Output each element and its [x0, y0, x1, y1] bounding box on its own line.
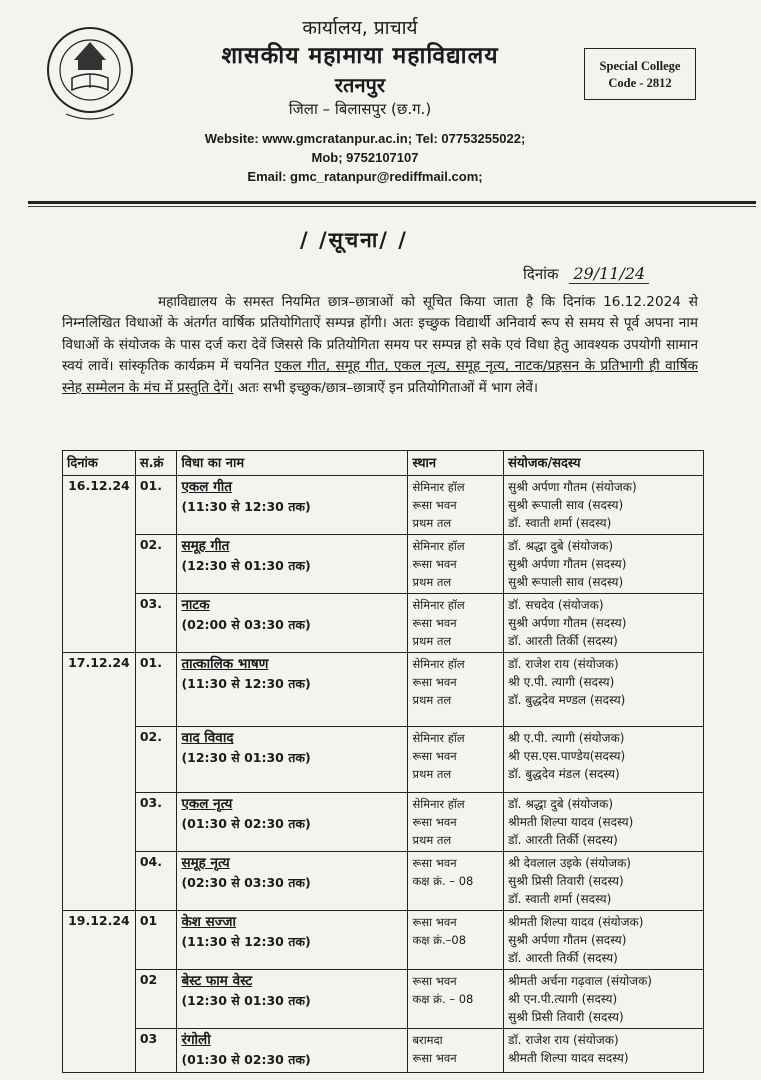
- coordinator-line: सुश्री अर्पणा गौतम (सदस्य): [508, 616, 627, 630]
- event-time: (12:30 से 01:30 तक): [181, 750, 311, 765]
- coordinator-line: श्री ए.पी. त्यागी (सदस्य): [508, 675, 615, 689]
- place-line: रूसा भवन: [412, 557, 457, 571]
- coordinator-line: सुश्री अर्पणा गौतम (सदस्य): [508, 933, 627, 947]
- place-line: रूसा भवन: [412, 974, 457, 988]
- event-name: समूह नृत्य: [181, 855, 230, 871]
- place-line: प्रथम तल: [412, 575, 452, 589]
- header-place: स्थान: [408, 451, 504, 476]
- table-body: [63, 476, 704, 1073]
- header-coordinator: संयोजक/सदस्य: [504, 451, 704, 476]
- event-time: (12:30 से 01:30 तक): [181, 558, 311, 573]
- event-time: (11:30 से 12:30 तक): [181, 934, 311, 949]
- event-name: रंगोली: [181, 1032, 211, 1048]
- coordinator-line: सुश्री अर्पणा गौतम (सदस्य): [508, 557, 627, 571]
- college-header: [150, 14, 570, 120]
- place-line: प्रथम तल: [412, 516, 452, 530]
- email-line: Email: gmc_ratanpur@rediffmail.com;: [247, 169, 483, 184]
- coordinator-line: सुश्री प्रिसी तिवारी (सदस्य): [508, 1010, 624, 1024]
- table-row: [63, 793, 704, 852]
- place-cell: [408, 852, 504, 911]
- coordinator-cell: [504, 911, 704, 970]
- event-name: समूह गीत: [181, 538, 230, 554]
- place-line: प्रथम तल: [412, 767, 452, 781]
- college-code-box: [584, 48, 696, 100]
- coordinator-line: डॉ. आरती तिर्की (सदस्य): [508, 634, 618, 648]
- paragraph-text: महाविद्यालय के समस्त नियमित छात्र–छात्राओं को सूचित किया जाता है कि दिनांक 16.12.2024 से निम्नलिखित विधाओं के अंतर्गत वार्षिक प्रतियोगिताऐं सम्पन्न होंगी। अतः इच्छुक विद्यार्थी अनिवार्य रूप से समय से पूर्व अपना नाम विधाओं के संयोजक के पास दर्ज करा देवें जिससे कि प्रतियोगिता समय पर सम्पन्न हो सके एवं विधा हेतु आवश्यक उपयोगी सामान स्वयं लावें। सांस्कृतिक कार्यक्रम में चयनित: [62, 294, 698, 375]
- event-time: (12:30 से 01:30 तक): [181, 993, 311, 1008]
- event-name: तात्कालिक भाषण: [181, 656, 269, 672]
- table-row: [63, 911, 704, 970]
- competition-schedule-table: [62, 450, 704, 1073]
- event-cell: [177, 653, 408, 727]
- header-divider-thin: [28, 206, 756, 207]
- date-cell: 19.12.24: [63, 911, 136, 1073]
- place-line: प्रथम तल: [412, 693, 452, 707]
- coordinator-line: सुश्री प्रिसी तिवारी (सदस्य): [508, 874, 624, 888]
- serial-cell: 01.: [135, 653, 177, 727]
- coordinator-cell: [504, 793, 704, 852]
- paragraph-text-end: अतः सभी इच्छुक/छात्र–छात्राऐं इन प्रतियोगिताओं में भाग लेवें।: [233, 379, 539, 396]
- coordinator-line: श्रीमती अर्चना गढ़वाल (संयोजक): [508, 974, 652, 988]
- event-time: (02:00 से 03:30 तक): [181, 617, 311, 632]
- place-cell: [408, 476, 504, 535]
- event-time: (01:30 से 02:30 तक): [181, 1052, 311, 1067]
- coordinator-line: श्री ए.पी. त्यागी (संयोजक): [508, 731, 625, 745]
- table-row: [63, 476, 704, 535]
- date-value: 29/11/24: [569, 264, 649, 284]
- table-row: [63, 1029, 704, 1073]
- coordinator-cell: [504, 535, 704, 594]
- coordinator-cell: [504, 476, 704, 535]
- table-row: [63, 535, 704, 594]
- place-line: रूसा भवन: [412, 498, 457, 512]
- header-event: विधा का नाम: [177, 451, 408, 476]
- coordinator-line: डॉ. सचदेव (संयोजक): [508, 598, 604, 612]
- notice-title: / /सूचना/ /: [300, 228, 408, 252]
- coordinator-cell: [504, 852, 704, 911]
- coordinator-line: श्रीमती शिल्पा यादव (सदस्य): [508, 815, 634, 829]
- place-line: सेमिनार हॉल: [412, 539, 465, 553]
- event-cell: [177, 793, 408, 852]
- header-serial: स.क्रं: [135, 451, 177, 476]
- coordinator-line: सुश्री रूपाली साव (सदस्य): [508, 498, 624, 512]
- table-row: [63, 727, 704, 793]
- event-cell: [177, 535, 408, 594]
- serial-cell: 03: [135, 1029, 177, 1073]
- coordinator-cell: [504, 594, 704, 653]
- coordinator-line: डॉ. राजेश राय (संयोजक): [508, 1033, 619, 1047]
- place-cell: [408, 535, 504, 594]
- place-line: सेमिनार हॉल: [412, 731, 465, 745]
- place-line: रूसा भवन: [412, 749, 457, 763]
- event-cell: [177, 911, 408, 970]
- place-cell: [408, 727, 504, 793]
- coordinator-cell: [504, 727, 704, 793]
- event-cell: [177, 852, 408, 911]
- place-line: सेमिनार हॉल: [412, 480, 465, 494]
- college-seal-icon: [44, 20, 136, 128]
- district-line: जिला – बिलासपुर (छ.ग.): [288, 100, 432, 118]
- serial-cell: 02: [135, 970, 177, 1029]
- header-divider: [28, 201, 756, 204]
- coordinator-line: डॉ. आरती तिर्की (सदस्य): [508, 951, 618, 965]
- event-name: वाद विवाद: [181, 730, 234, 746]
- serial-cell: 03.: [135, 793, 177, 852]
- paragraph-underlined-text: एकल गीत, समूह गीत, एकल नृत्य, समूह नृत्य, नाटक/प्रहसन के प्रतिभागी ही वार्षिक स्नेह सम्मेलन के मंच में प्रस्तुति देगें।: [62, 358, 698, 396]
- event-name: बेस्ट फाम वेस्ट: [181, 973, 253, 989]
- coordinator-cell: [504, 653, 704, 727]
- coordinator-line: श्री देवलाल उइके (संयोजक): [508, 856, 631, 870]
- table-header-row: [63, 451, 704, 476]
- office-label: कार्यालय, प्राचार्य: [302, 17, 418, 39]
- place-line: रूसा भवन: [412, 856, 457, 870]
- event-cell: [177, 1029, 408, 1073]
- notice-date: [523, 264, 649, 284]
- event-time: (01:30 से 02:30 तक): [181, 816, 311, 831]
- mobile-line: Mob; 9752107107: [311, 150, 419, 165]
- place-line: कक्ष क्रं. – 08: [412, 992, 474, 1006]
- coordinator-line: डॉ. राजेश राय (संयोजक): [508, 657, 619, 671]
- serial-cell: 03.: [135, 594, 177, 653]
- header-date: दिनांक: [63, 451, 136, 476]
- coordinator-line: डॉ. स्वाती शर्मा (सदस्य): [508, 516, 612, 530]
- place-line: कक्ष क्रं. – 08: [412, 874, 474, 888]
- table-row: [63, 594, 704, 653]
- place-cell: [408, 594, 504, 653]
- place-line: सेमिनार हॉल: [412, 598, 465, 612]
- code-line-2: Code - 2812: [608, 76, 672, 90]
- coordinator-cell: [504, 970, 704, 1029]
- event-time: (11:30 से 12:30 तक): [181, 499, 311, 514]
- table-row: [63, 970, 704, 1029]
- place-line: रूसा भवन: [412, 675, 457, 689]
- event-name: नाटक: [181, 597, 210, 613]
- coordinator-line: डॉ. आरती तिर्की (सदस्य): [508, 833, 618, 847]
- coordinator-line: डॉ. श्रद्धा दुबे (संयोजक): [508, 539, 614, 553]
- event-time: (02:30 से 03:30 तक): [181, 875, 311, 890]
- event-cell: [177, 476, 408, 535]
- place-line: सेमिनार हॉल: [412, 797, 465, 811]
- place-line: सेमिनार हॉल: [412, 657, 465, 671]
- place-cell: [408, 970, 504, 1029]
- event-cell: [177, 727, 408, 793]
- place-cell: [408, 793, 504, 852]
- place-line: रूसा भवन: [412, 616, 457, 630]
- college-name: शासकीय महामाया महाविद्यालय: [221, 43, 499, 69]
- coordinator-line: डॉ. बुद्धदेव मंडल (सदस्य): [508, 767, 620, 781]
- coordinator-line: श्री एस.एस.पाण्डेय(सदस्य): [508, 749, 626, 763]
- serial-cell: 02.: [135, 535, 177, 594]
- date-cell: 17.12.24: [63, 653, 136, 911]
- place-line: रूसा भवन: [412, 1051, 457, 1065]
- event-name: एकल नृत्य: [181, 796, 233, 812]
- coordinator-line: श्रीमती शिल्पा यादव (संयोजक): [508, 915, 644, 929]
- event-name: केश सज्जा: [181, 914, 237, 930]
- place-line: रूसा भवन: [412, 915, 457, 929]
- coordinator-line: डॉ. स्वाती शर्मा (सदस्य): [508, 892, 612, 906]
- serial-cell: 04.: [135, 852, 177, 911]
- coordinator-line: सुश्री रूपाली साव (सदस्य): [508, 575, 624, 589]
- place-line: बरामदा: [412, 1033, 443, 1047]
- place-line: प्रथम तल: [412, 833, 452, 847]
- notice-paragraph: [62, 292, 698, 399]
- date-label: दिनांक: [523, 265, 559, 283]
- date-cell: 16.12.24: [63, 476, 136, 653]
- table-row: [63, 653, 704, 727]
- place-cell: [408, 911, 504, 970]
- event-name: एकल गीत: [181, 479, 232, 495]
- place-line: रूसा भवन: [412, 815, 457, 829]
- place-line: कक्ष क्रं.–08: [412, 933, 467, 947]
- serial-cell: 01: [135, 911, 177, 970]
- coordinator-line: सुश्री अर्पणा गौतम (संयोजक): [508, 480, 637, 494]
- place-line: प्रथम तल: [412, 634, 452, 648]
- event-cell: [177, 594, 408, 653]
- place-cell: [408, 653, 504, 727]
- coordinator-line: श्री एन.पी.त्यागी (सदस्य): [508, 992, 618, 1006]
- serial-cell: 02.: [135, 727, 177, 793]
- event-cell: [177, 970, 408, 1029]
- coordinator-cell: [504, 1029, 704, 1073]
- table-row: [63, 852, 704, 911]
- place-cell: [408, 1029, 504, 1073]
- coordinator-line: डॉ. बुद्धदेव मण्डल (सदस्य): [508, 693, 626, 707]
- event-time: (11:30 से 12:30 तक): [181, 676, 311, 691]
- city-name: रतनपुर: [334, 73, 386, 97]
- serial-cell: 01.: [135, 476, 177, 535]
- coordinator-line: श्रीमती शिल्पा यादव सदस्य): [508, 1051, 629, 1065]
- coordinator-line: डॉ. श्रद्धा दुबे (संयोजक): [508, 797, 614, 811]
- code-line-1: Special College: [599, 59, 681, 73]
- website-line: Website: www.gmcratanpur.ac.in; Tel: 07753255022;: [204, 131, 526, 146]
